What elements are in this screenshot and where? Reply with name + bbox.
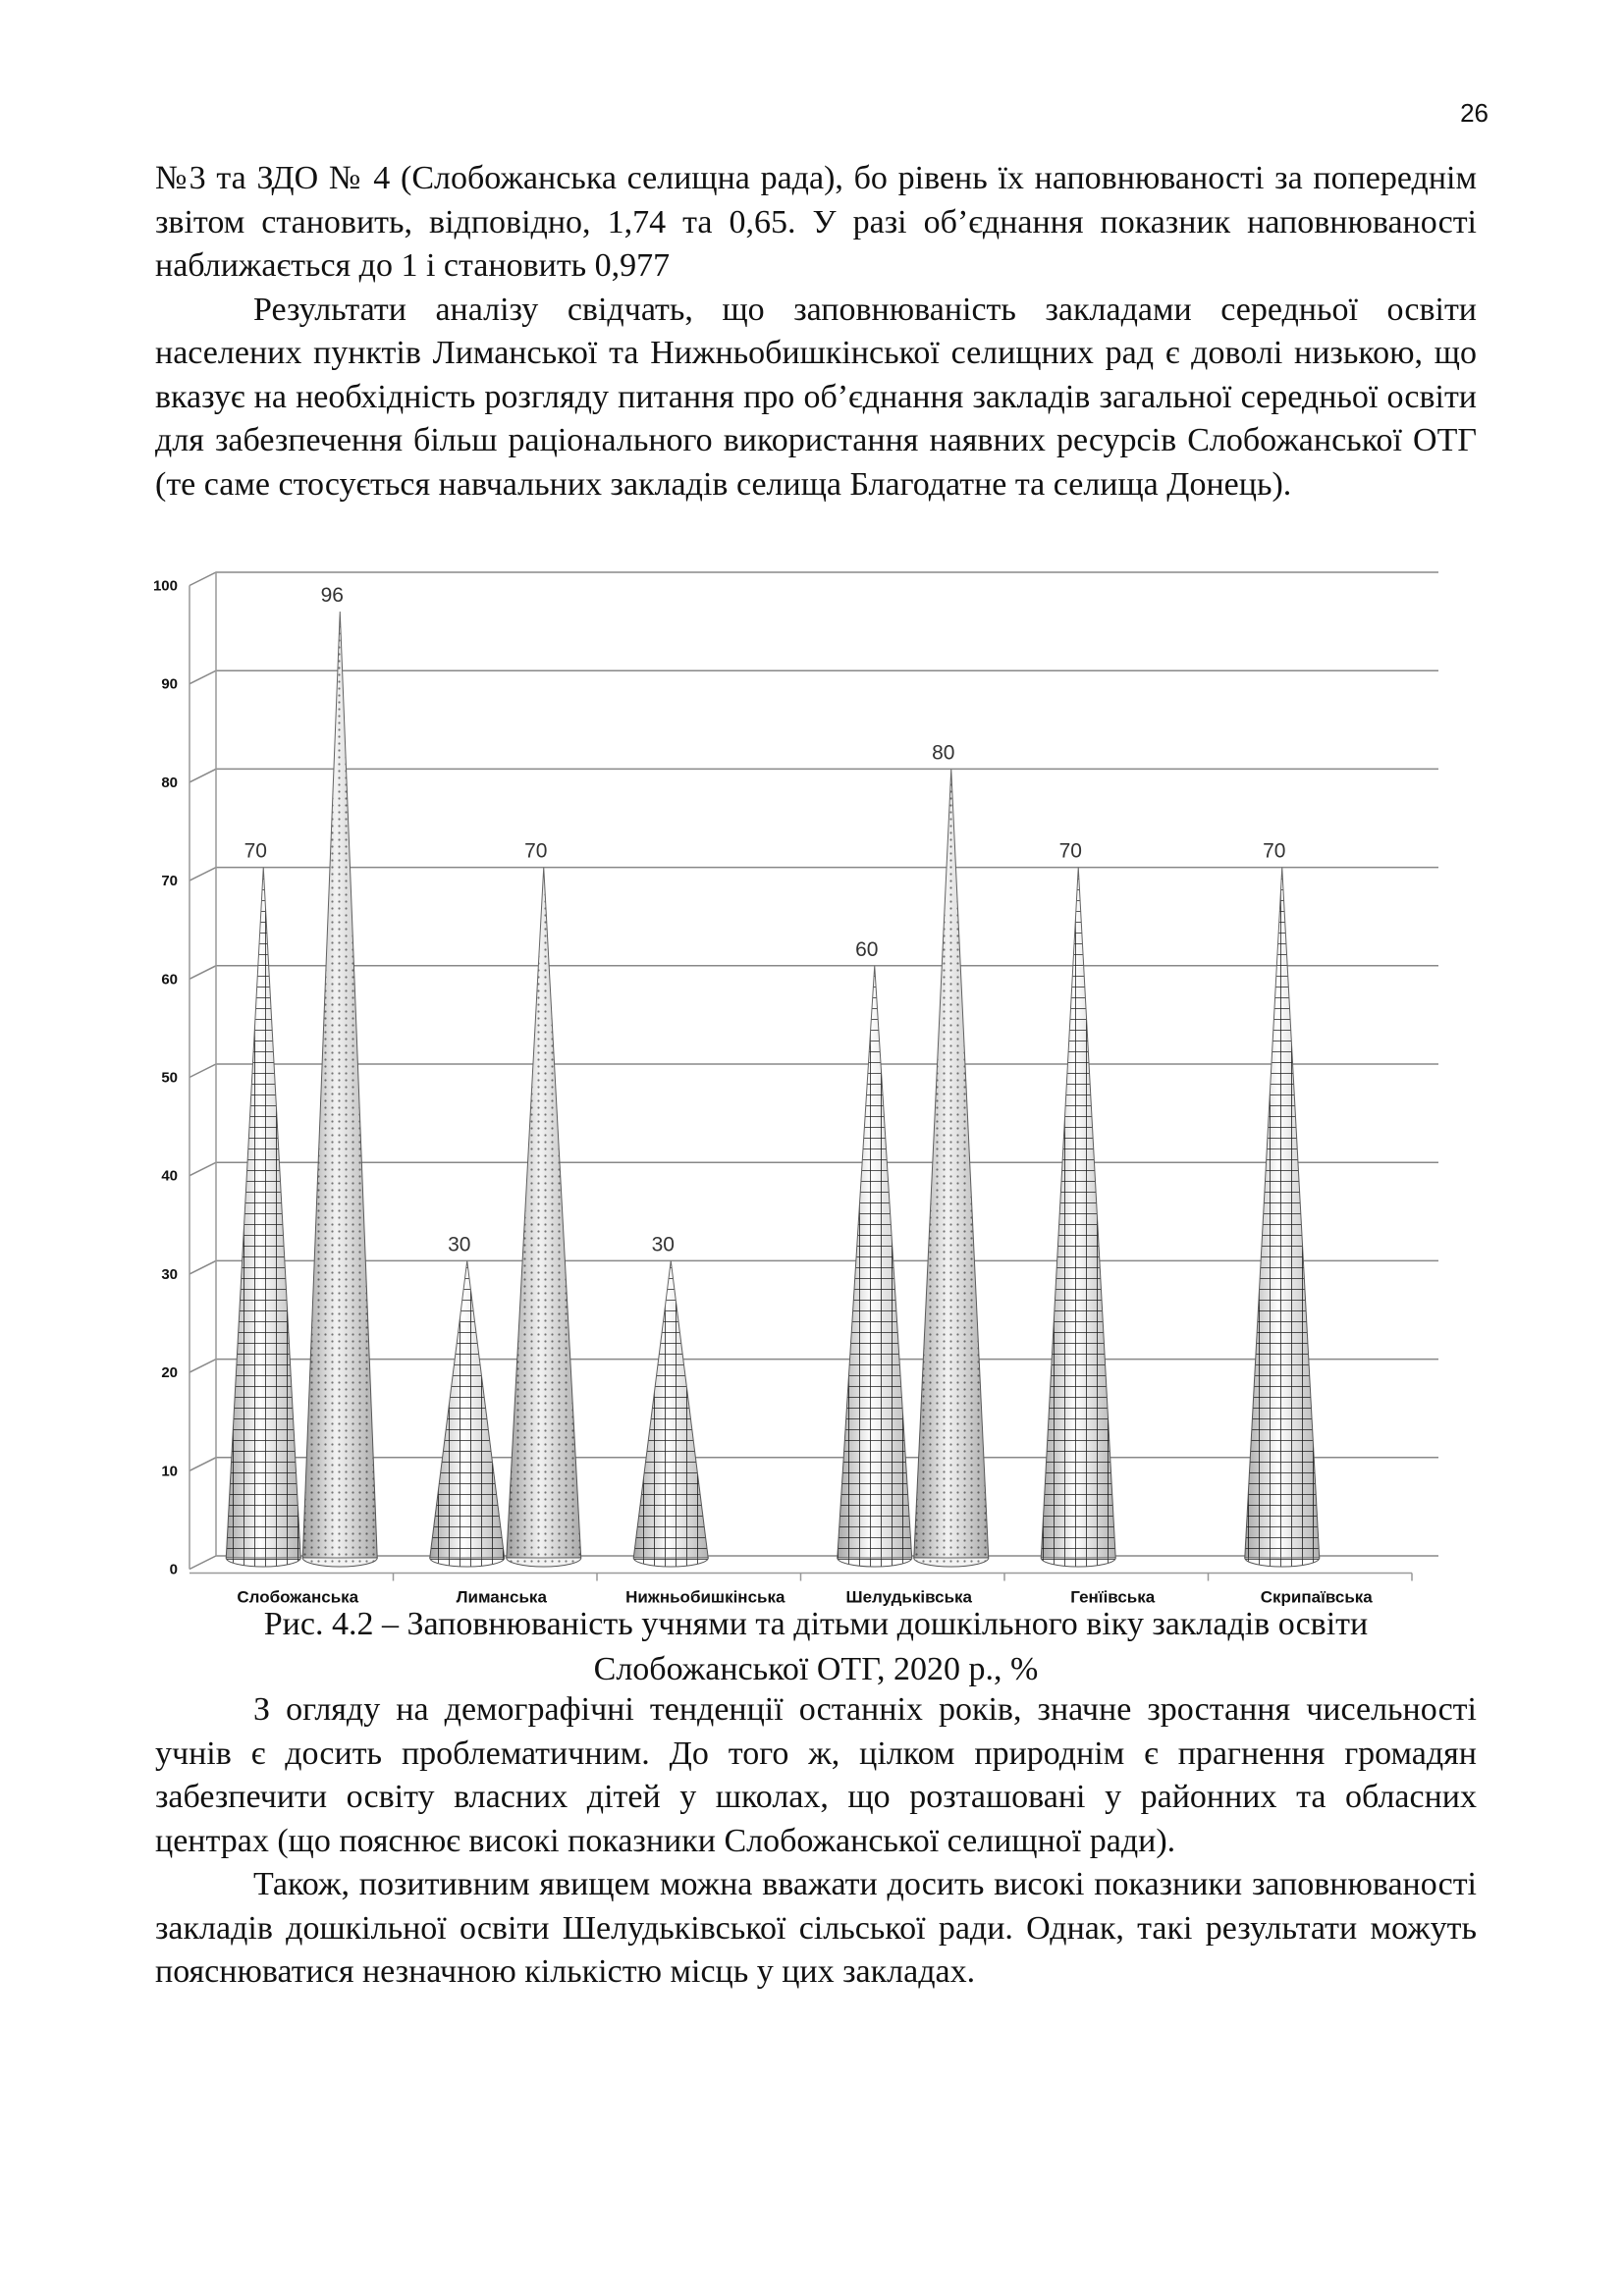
value-label: 80 (932, 741, 955, 765)
paragraph: З огляду на демографічні тенденції останніх років, значне зростання чисельності учнів є досить проблематичним. До того ж, цілком природнім є прагнення громадян забезпечити освіту власних дітей у школах, що розташовані у районних та обласних центрах (що пояснює високі показники Слобожанської селищної ради). (155, 1691, 1477, 1859)
cone-bar (838, 966, 912, 1567)
gridline (189, 670, 1438, 684)
value-label: 60 (855, 937, 879, 961)
category-label: Шелудьківська (845, 1587, 973, 1607)
category-label: Нижньобишкінська (625, 1587, 785, 1607)
value-label: 70 (244, 839, 267, 863)
y-tick-label: 80 (161, 774, 178, 791)
cone-bar (507, 868, 581, 1567)
paragraph: Також, позитивним явищем можна вважати досить високі показники заповнюваності закладів дошкільної освіти Шелудьківської сільської ради. Однак, такі результати можуть пояснюватися незначною кількістю місць у цих закладах. (155, 1866, 1477, 1990)
gridline (189, 1360, 1438, 1373)
cone-bar (226, 868, 300, 1567)
gridline (189, 572, 1438, 586)
gridline (189, 868, 1438, 881)
category-label: Скрипаївська (1260, 1587, 1373, 1607)
y-tick-label: 40 (161, 1167, 178, 1185)
gridline (189, 769, 1438, 782)
cone-bar (1041, 868, 1115, 1567)
cone-bar (914, 769, 989, 1567)
cone-bar (1245, 868, 1320, 1567)
y-tick-label: 60 (161, 971, 178, 988)
value-label: 70 (524, 839, 548, 863)
value-label: 70 (1263, 839, 1286, 863)
figure-caption: Рис. 4.2 – Заповнюваність учнями та дітьми дошкільного віку закладів освіти Слобожанської ОТГ, 2020 р., % (263, 1606, 1369, 1687)
y-tick-label: 10 (161, 1463, 178, 1480)
cone-bar (633, 1260, 708, 1567)
cone-chart (152, 555, 1463, 1607)
y-tick-label: 0 (169, 1561, 178, 1578)
category-label: Лиманська (456, 1587, 547, 1607)
gridline (189, 966, 1438, 980)
gridline (189, 1064, 1438, 1078)
text-block-bottom (155, 1688, 1477, 1995)
value-label: 30 (448, 1233, 471, 1256)
gridline (189, 1260, 1438, 1274)
page-number: 26 (1460, 98, 1489, 128)
paragraph: Результати аналізу свідчать, що заповнюваність закладами середньої освіти населених пунктів Лиманської та Нижньобишкінської селищних рад є доволі низькою, що вказує на необхідність розгляду питання про об’єднання закладів загальної середньої освіти для забезпечення більш раціонального використання наявних ресурсів Слобожанської ОТГ (те саме стосується навчальних закладів селища Благодатне та селища Донець). (155, 291, 1477, 503)
value-label: 30 (651, 1233, 675, 1256)
cone-bar (430, 1260, 505, 1567)
y-tick-label: 90 (161, 675, 178, 693)
y-tick-label: 30 (161, 1265, 178, 1283)
value-label: 70 (1058, 839, 1082, 863)
y-tick-label: 100 (152, 577, 178, 595)
text-block-top (155, 157, 1477, 507)
paragraph: №3 та ЗДО № 4 (Слобожанська селищна рада), бо рівень їх наповнюваності за попереднім звітом становить, відповідно, 1,74 та 0,65. У разі об’єднання показник наповнюваності наближається до 1 і становить 0,977 (155, 160, 1477, 284)
y-tick-label: 20 (161, 1364, 178, 1382)
value-label: 96 (320, 584, 344, 608)
category-label: Слобожанська (237, 1587, 359, 1607)
category-label: Генїівська (1070, 1587, 1156, 1607)
y-tick-label: 50 (161, 1069, 178, 1087)
y-tick-label: 70 (161, 873, 178, 890)
gridline (189, 1162, 1438, 1176)
cone-bar (302, 612, 377, 1567)
